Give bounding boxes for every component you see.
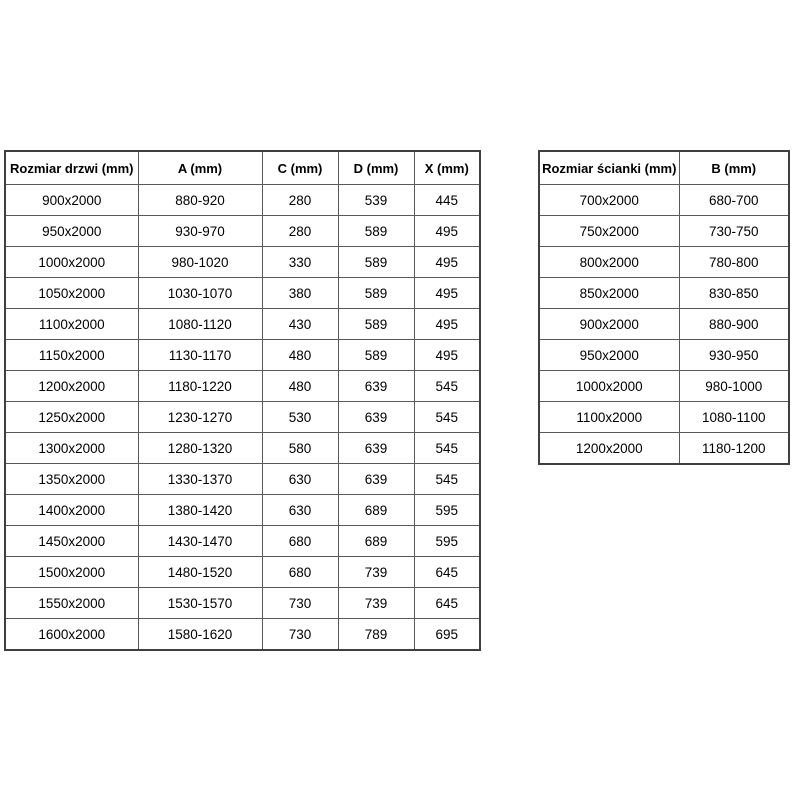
table-cell: 1330-1370: [138, 464, 262, 495]
table-cell: 545: [414, 402, 480, 433]
table-cell: 880-900: [679, 309, 789, 340]
table-row: [539, 247, 789, 278]
table-cell: 950x2000: [539, 340, 679, 371]
table-row: [5, 278, 480, 309]
table-cell: 280: [262, 216, 338, 247]
table-row: [539, 340, 789, 371]
table-row: [5, 185, 480, 216]
table-cell: 950x2000: [5, 216, 138, 247]
table-cell: 1030-1070: [138, 278, 262, 309]
table-cell: 900x2000: [5, 185, 138, 216]
table-cell: 645: [414, 588, 480, 619]
table-cell: 930-970: [138, 216, 262, 247]
table-cell: 850x2000: [539, 278, 679, 309]
table-row: [5, 247, 480, 278]
table-row: [5, 557, 480, 588]
header-row: [539, 151, 789, 185]
table-cell: 1000x2000: [5, 247, 138, 278]
table-cell: 589: [338, 340, 414, 371]
table-cell: 595: [414, 495, 480, 526]
table-cell: 495: [414, 278, 480, 309]
table-cell: 1350x2000: [5, 464, 138, 495]
table-cell: 1200x2000: [539, 433, 679, 465]
wall-sizes-table: [538, 150, 790, 465]
table-row: [5, 464, 480, 495]
table-cell: 730: [262, 619, 338, 651]
table-cell: 630: [262, 464, 338, 495]
table-row: [539, 371, 789, 402]
table-cell: 589: [338, 247, 414, 278]
table-cell: 1150x2000: [5, 340, 138, 371]
table-cell: 1580-1620: [138, 619, 262, 651]
table-row: [5, 619, 480, 651]
header-cell: Rozmiar drzwi (mm): [5, 151, 138, 185]
door-sizes-table: [4, 150, 481, 651]
table-row: [5, 588, 480, 619]
table-cell: 789: [338, 619, 414, 651]
table-cell: 480: [262, 340, 338, 371]
table-cell: 1280-1320: [138, 433, 262, 464]
table-cell: 639: [338, 371, 414, 402]
table-cell: 900x2000: [539, 309, 679, 340]
table-cell: 1200x2000: [5, 371, 138, 402]
table-row: [5, 309, 480, 340]
header-row: [5, 151, 480, 185]
table-cell: 1530-1570: [138, 588, 262, 619]
wall-sizes-table-body: [539, 185, 789, 465]
table-row: [5, 402, 480, 433]
table-cell: 689: [338, 495, 414, 526]
table-cell: 700x2000: [539, 185, 679, 216]
table-cell: 545: [414, 371, 480, 402]
table-cell: 330: [262, 247, 338, 278]
table-cell: 1100x2000: [5, 309, 138, 340]
table-cell: 695: [414, 619, 480, 651]
table-cell: 495: [414, 309, 480, 340]
table-row: [539, 433, 789, 465]
header-cell: Rozmiar ścianki (mm): [539, 151, 679, 185]
table-cell: 1250x2000: [5, 402, 138, 433]
table-cell: 800x2000: [539, 247, 679, 278]
table-cell: 739: [338, 588, 414, 619]
header-cell: A (mm): [138, 151, 262, 185]
table-cell: 1100x2000: [539, 402, 679, 433]
table-cell: 1180-1220: [138, 371, 262, 402]
table-cell: 1000x2000: [539, 371, 679, 402]
wall-sizes-table-header: [539, 151, 789, 185]
table-row: [5, 433, 480, 464]
table-row: [539, 402, 789, 433]
table-cell: 589: [338, 278, 414, 309]
table-cell: 495: [414, 247, 480, 278]
table-cell: 530: [262, 402, 338, 433]
table-cell: 1080-1100: [679, 402, 789, 433]
table-cell: 580: [262, 433, 338, 464]
table-row: [5, 216, 480, 247]
table-cell: 1430-1470: [138, 526, 262, 557]
table-cell: 880-920: [138, 185, 262, 216]
table-cell: 595: [414, 526, 480, 557]
table-cell: 280: [262, 185, 338, 216]
table-row: [5, 340, 480, 371]
door-sizes-table-header: [5, 151, 480, 185]
table-cell: 430: [262, 309, 338, 340]
table-cell: 1300x2000: [5, 433, 138, 464]
table-cell: 1600x2000: [5, 619, 138, 651]
table-cell: 1450x2000: [5, 526, 138, 557]
table-cell: 1180-1200: [679, 433, 789, 465]
table-cell: 545: [414, 433, 480, 464]
table-row: [5, 526, 480, 557]
table-cell: 1400x2000: [5, 495, 138, 526]
table-cell: 1050x2000: [5, 278, 138, 309]
table-cell: 1500x2000: [5, 557, 138, 588]
table-cell: 830-850: [679, 278, 789, 309]
table-cell: 1550x2000: [5, 588, 138, 619]
table-cell: 589: [338, 216, 414, 247]
table-cell: 495: [414, 340, 480, 371]
table-row: [539, 216, 789, 247]
table-cell: 589: [338, 309, 414, 340]
table-cell: 545: [414, 464, 480, 495]
table-cell: 1230-1270: [138, 402, 262, 433]
table-cell: 680: [262, 526, 338, 557]
table-row: [539, 278, 789, 309]
table-cell: 639: [338, 433, 414, 464]
table-cell: 1130-1170: [138, 340, 262, 371]
table-cell: 1080-1120: [138, 309, 262, 340]
table-cell: 1480-1520: [138, 557, 262, 588]
header-cell: B (mm): [679, 151, 789, 185]
header-cell: X (mm): [414, 151, 480, 185]
table-cell: 680-700: [679, 185, 789, 216]
table-cell: 639: [338, 464, 414, 495]
table-cell: 1380-1420: [138, 495, 262, 526]
table-cell: 689: [338, 526, 414, 557]
table-cell: 930-950: [679, 340, 789, 371]
table-cell: 380: [262, 278, 338, 309]
table-row: [5, 371, 480, 402]
table-cell: 730-750: [679, 216, 789, 247]
table-cell: 780-800: [679, 247, 789, 278]
header-cell: D (mm): [338, 151, 414, 185]
table-cell: 645: [414, 557, 480, 588]
table-cell: 739: [338, 557, 414, 588]
table-cell: 480: [262, 371, 338, 402]
table-cell: 980-1000: [679, 371, 789, 402]
table-cell: 495: [414, 216, 480, 247]
table-row: [539, 185, 789, 216]
table-cell: 680: [262, 557, 338, 588]
table-cell: 445: [414, 185, 480, 216]
table-cell: 980-1020: [138, 247, 262, 278]
table-row: [539, 309, 789, 340]
table-cell: 730: [262, 588, 338, 619]
table-row: [5, 495, 480, 526]
door-sizes-table-body: [5, 185, 480, 651]
header-cell: C (mm): [262, 151, 338, 185]
table-cell: 750x2000: [539, 216, 679, 247]
table-cell: 630: [262, 495, 338, 526]
table-cell: 639: [338, 402, 414, 433]
table-cell: 539: [338, 185, 414, 216]
